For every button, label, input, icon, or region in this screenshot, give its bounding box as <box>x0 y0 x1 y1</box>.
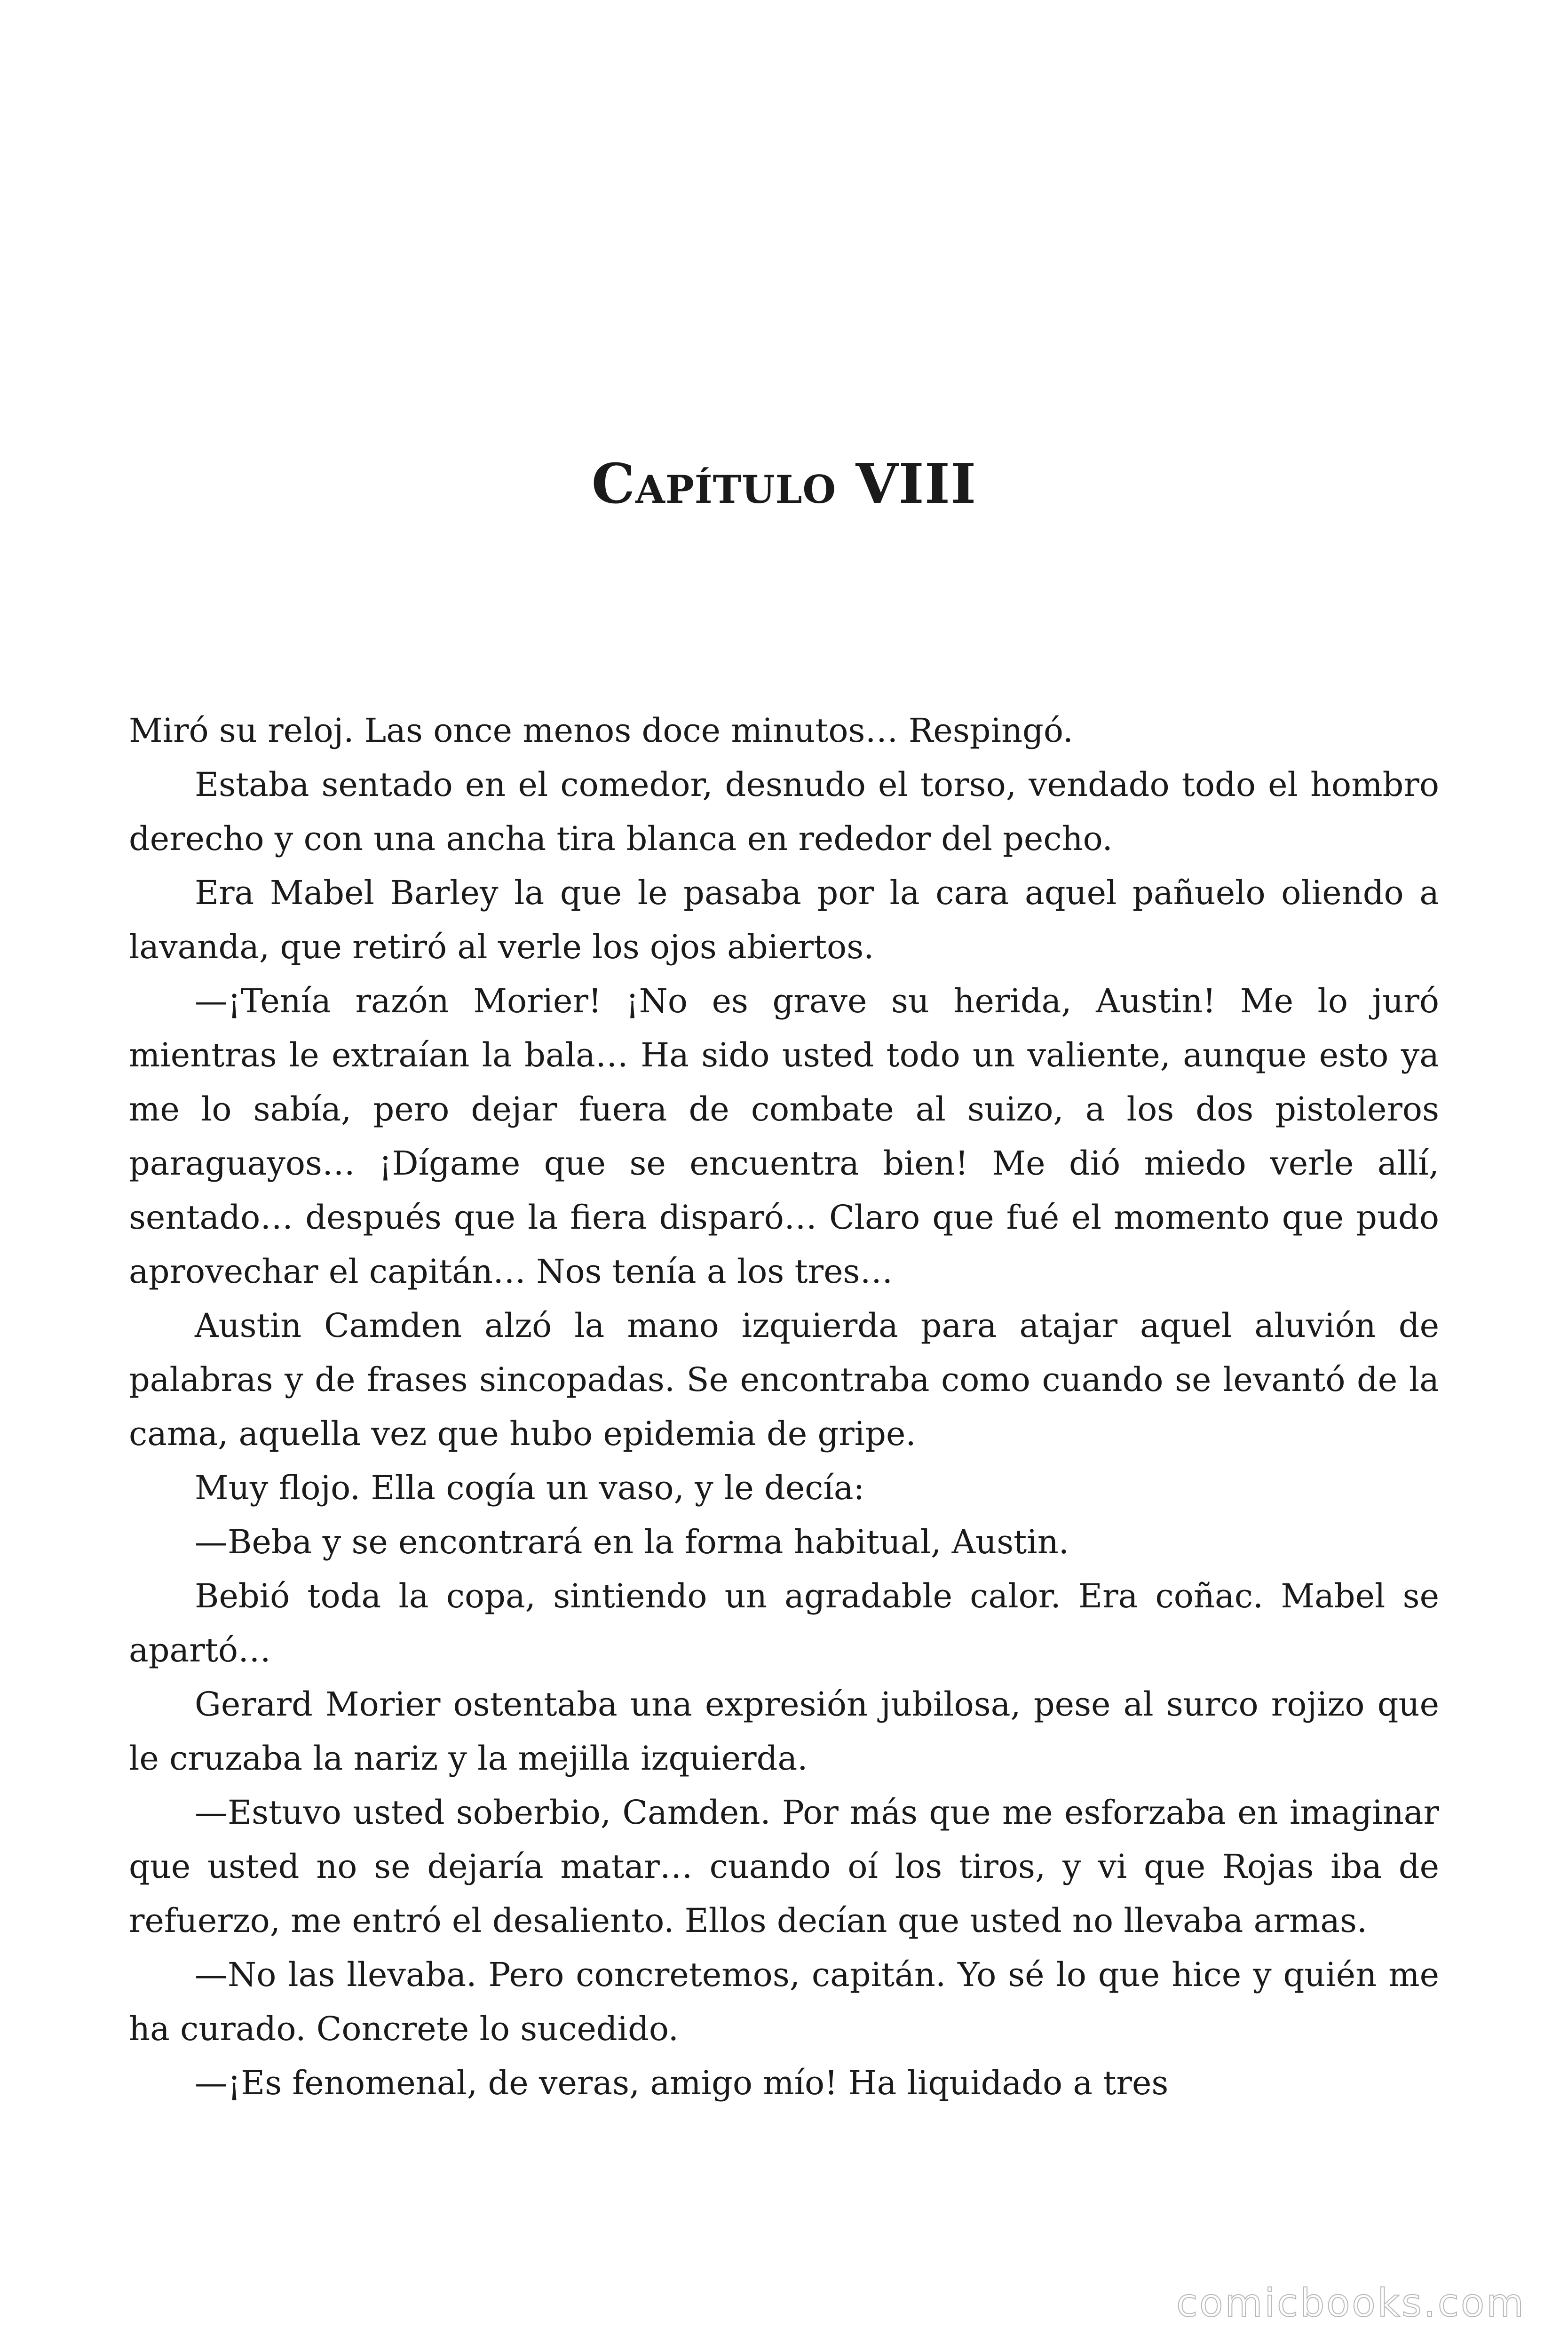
paragraph: —¡Es fenomenal, de veras, amigo mío! Ha liquidado a tres <box>195 2064 1169 2102</box>
paragraph: Muy flojo. Ella cogía un vaso, y le decía: <box>195 1469 865 1507</box>
paragraph: Miró su reloj. Las once menos doce minutos… Respingó. <box>129 711 1074 750</box>
paragraph: Estaba sentado en el comedor, desnudo el torso, vendado todo el hombro derecho y con una ancha tira blanca en rededor del pecho. <box>129 765 1439 858</box>
paragraph: Bebió toda la copa, sintiendo un agradable calor. Era coñac. Mabel se apartó… <box>129 1577 1439 1669</box>
chapter-body <box>129 704 1439 2110</box>
paragraph: —No las llevaba. Pero concretemos, capitán. Yo sé lo que hice y quién me ha curado. Concrete lo sucedido. <box>129 1955 1439 2048</box>
paragraph: Austin Camden alzó la mano izquierda para atajar aquel aluvión de palabras y de frases sincopadas. Se encontraba como cuando se levantó de la cama, aquella vez que hubo epidemia de gripe. <box>129 1306 1439 1453</box>
paragraph: —¡Tenía razón Morier! ¡No es grave su herida, Austin! Me lo juró mientras le extraían la bala… Ha sido usted todo un valiente, aunque esto ya me lo sabía, pero dejar fuera de combate al suizo, a los dos pistoleros paraguayos… ¡Dígame que se encuentra bien! Me dió miedo verle allí, sentado… después que la fiera disparó… Claro que fué el momento que pudo aprovechar el capitán… Nos tenía a los tres… <box>129 982 1439 1291</box>
paragraph: —Beba y se encontrará en la forma habitual, Austin. <box>195 1523 1069 1561</box>
chapter-title: Capítulo VIII <box>591 452 977 516</box>
watermark: comicbooks.com <box>1176 2281 1526 2326</box>
paragraph: —Estuvo usted soberbio, Camden. Por más que me esforzaba en imaginar que usted no se dejaría matar… cuando oí los tiros, y vi que Rojas iba de refuerzo, me entró el desaliento. Ellos decían que usted no llevaba armas. <box>129 1793 1439 1940</box>
paragraph: Era Mabel Barley la que le pasaba por la cara aquel pañuelo oliendo a lavanda, que retiró al verle los ojos abiertos. <box>129 874 1439 966</box>
paragraph: Gerard Morier ostentaba una expresión jubilosa, pese al surco rojizo que le cruzaba la nariz y la mejilla izquierda. <box>129 1685 1439 1778</box>
